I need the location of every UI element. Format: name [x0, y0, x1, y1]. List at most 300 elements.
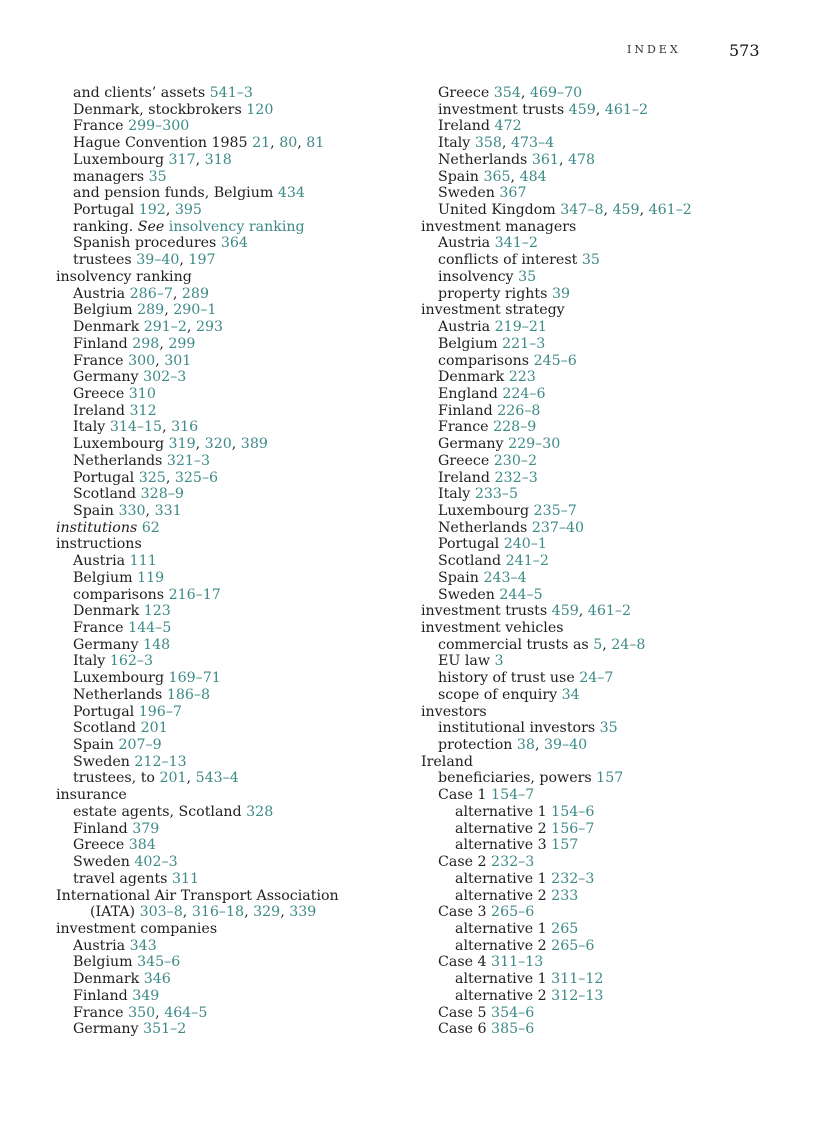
entry-text: Ireland: [421, 753, 473, 770]
page-reference-link[interactable]: 341–2: [494, 235, 538, 252]
entry-text: Sweden: [73, 854, 135, 871]
index-subentry: [56, 737, 416, 754]
page-reference-link[interactable]: 120: [246, 101, 274, 118]
entry-text: ,: [578, 603, 588, 620]
page-reference-link[interactable]: 299: [168, 335, 196, 352]
entry-text: investment strategy: [421, 302, 565, 319]
index-subentry: [421, 971, 781, 988]
index-continuation: [56, 904, 416, 921]
index-subentry: [56, 587, 416, 604]
index-subentry: [421, 353, 781, 370]
index-subentry: [421, 888, 781, 905]
entry-text: Germany: [73, 1021, 144, 1038]
page-reference-link[interactable]: 459: [568, 101, 596, 118]
entry-text: alternative 2: [455, 887, 552, 904]
index-subentry: [56, 286, 416, 303]
index-subentry: [421, 135, 781, 152]
entry-text: Luxembourg: [73, 151, 169, 168]
page-reference-link[interactable]: 289: [181, 285, 209, 302]
index-subentry: [421, 520, 781, 537]
page-reference-link[interactable]: 329: [253, 904, 281, 921]
index-subentry: [421, 419, 781, 436]
page-reference-link[interactable]: 328–9: [140, 486, 184, 503]
entry-text: Portugal: [73, 202, 139, 219]
page-reference-link[interactable]: 62: [141, 519, 160, 536]
page-reference-link[interactable]: 459: [551, 603, 579, 620]
page-reference-link[interactable]: 265–6: [551, 937, 595, 954]
index-heading: [421, 603, 781, 620]
entry-text: Ireland: [438, 469, 495, 486]
running-head-label: INDEX: [627, 43, 681, 56]
entry-text: ,: [195, 436, 205, 453]
entry-text: Case 2: [438, 854, 492, 871]
index-subentry: [56, 235, 416, 252]
page-reference-link[interactable]: 311: [171, 870, 200, 887]
index-subentry: [56, 419, 416, 436]
index-subentry: [56, 570, 416, 587]
page-reference-link[interactable]: 298: [132, 335, 160, 352]
index-subentry: [56, 386, 416, 403]
entry-text: Sweden: [438, 586, 500, 603]
page-reference-link[interactable]: 80: [279, 135, 298, 152]
page-reference-link[interactable]: 316: [171, 419, 199, 436]
page-reference-link[interactable]: 389: [240, 436, 268, 453]
page-reference-link[interactable]: 241–2: [505, 553, 549, 570]
entry-text: ,: [155, 352, 165, 369]
entry-text: ,: [186, 770, 196, 787]
page-reference-link[interactable]: 240–1: [503, 536, 547, 553]
entry-text: alternative 2: [455, 987, 552, 1004]
page-reference-link[interactable]: 331: [154, 502, 182, 519]
index-subentry: [56, 169, 416, 186]
index-subentry: [421, 938, 781, 955]
page-reference-link[interactable]: 162–3: [109, 653, 154, 670]
page-reference-link[interactable]: 34: [561, 686, 580, 703]
entry-text: ,: [595, 101, 605, 118]
page-reference-link[interactable]: 243–4: [483, 569, 527, 586]
entry-text: France: [73, 620, 129, 636]
index-subentry: [56, 971, 416, 988]
page-reference-link[interactable]: 330: [118, 502, 146, 519]
page-reference-link[interactable]: 311–13: [491, 954, 544, 971]
page-reference-link[interactable]: 346: [143, 971, 171, 988]
page-reference-link[interactable]: 385–6: [491, 1021, 535, 1038]
page-reference-link[interactable]: 192: [138, 202, 166, 219]
index-subentry: [56, 252, 416, 269]
entry-text: Austria: [438, 319, 495, 336]
index-subentry: [56, 754, 416, 771]
page-reference-link[interactable]: 379: [132, 820, 160, 837]
page-reference-link[interactable]: 196–7: [138, 703, 182, 720]
page-reference-link[interactable]: 221–3: [502, 335, 546, 352]
index-subentry: [421, 871, 781, 888]
page-reference-link[interactable]: 484: [519, 168, 547, 185]
entry-text: Austria: [73, 285, 130, 302]
page-reference-link[interactable]: 339: [289, 904, 317, 921]
index-heading: [56, 921, 416, 938]
index-subentry: [421, 118, 781, 135]
page-reference-link[interactable]: 5: [593, 636, 603, 653]
index-subentry: [421, 587, 781, 604]
entry-text: Spain: [73, 502, 119, 519]
entry-text: beneficiaries, powers: [438, 770, 597, 787]
entry-text: ,: [603, 202, 613, 219]
page-reference-link[interactable]: 349: [132, 987, 160, 1004]
page-reference-link[interactable]: 325: [138, 469, 166, 486]
page-reference-link[interactable]: 311–12: [551, 971, 604, 988]
page-reference-link[interactable]: 228–9: [493, 419, 537, 436]
entry-text: ,: [244, 904, 254, 921]
page-reference-link[interactable]: 24–7: [579, 670, 614, 687]
entry-text: ,: [155, 1004, 165, 1021]
entry-text: insolvency ranking: [56, 268, 192, 285]
page-reference-link[interactable]: 302–3: [143, 369, 187, 386]
page-reference-link[interactable]: 320: [204, 436, 232, 453]
index-subentry: [421, 720, 781, 737]
page-reference-link[interactable]: 310: [128, 385, 156, 402]
page-reference-link[interactable]: 293: [195, 319, 224, 336]
entry-text: ,: [501, 135, 511, 152]
entry-text: ,: [534, 737, 544, 754]
entry-text: ,: [602, 636, 612, 653]
page-reference-link[interactable]: 207–9: [118, 737, 162, 754]
entry-text: and clients’ assets: [73, 85, 210, 101]
page-reference-link[interactable]: 351–2: [143, 1021, 187, 1038]
index-heading: [56, 888, 416, 905]
page-reference-link[interactable]: 232–3: [551, 870, 595, 887]
entry-text: ,: [270, 135, 280, 152]
page-reference-link[interactable]: 111: [129, 553, 157, 570]
index-subentry: [421, 737, 781, 754]
page-reference-link[interactable]: 365: [483, 168, 511, 185]
page-reference-link[interactable]: 384: [128, 837, 156, 854]
index-subentry: [56, 837, 416, 854]
page-reference-link[interactable]: 230–2: [493, 452, 537, 469]
entry-text: Scotland: [73, 486, 141, 503]
entry-text: ,: [195, 151, 205, 168]
page-reference-link[interactable]: 312–13: [551, 987, 604, 1004]
page-reference-link[interactable]: 235–7: [533, 502, 577, 519]
page-reference-link[interactable]: 314–15: [109, 419, 163, 436]
page-reference-link[interactable]: 119: [137, 569, 165, 586]
index-subentry: [421, 386, 781, 403]
page-reference-link[interactable]: 35: [518, 268, 537, 285]
index-subentry: [421, 1005, 781, 1022]
page-reference-link[interactable]: 289: [137, 302, 165, 319]
entry-text: Hague Convention 1985: [73, 135, 253, 152]
page-reference-link[interactable]: 303–8: [139, 904, 183, 921]
index-subentry: [56, 453, 416, 470]
page-reference-link[interactable]: 219–21: [494, 319, 547, 336]
page-reference-link[interactable]: 38: [516, 737, 535, 754]
page-reference-link[interactable]: 148: [143, 636, 171, 653]
index-heading: [421, 302, 781, 319]
entry-text: alternative 2: [455, 820, 552, 837]
index-subentry: [56, 353, 416, 370]
page-reference-link[interactable]: 232–3: [491, 854, 535, 871]
index-subentry: [421, 954, 781, 971]
page-reference-link[interactable]: 461–2: [604, 101, 648, 118]
entry-text: Case 6: [438, 1021, 492, 1038]
index-subentry: [56, 219, 416, 236]
page-reference-link[interactable]: 286–7: [129, 285, 173, 302]
index-subentry: [56, 704, 416, 721]
page-reference-link[interactable]: 318: [204, 151, 232, 168]
entry-text: Germany: [438, 436, 509, 453]
entry-text: ,: [297, 135, 307, 152]
page-reference-link[interactable]: 39–40: [136, 252, 180, 269]
page-reference-link[interactable]: 543–4: [195, 770, 239, 787]
index-subentry: [56, 336, 416, 353]
page-reference-link[interactable]: 186–8: [166, 686, 211, 703]
entry-text: protection: [438, 737, 517, 754]
entry-text: investment managers: [421, 218, 577, 235]
index-subentry: [421, 470, 781, 487]
page-reference-link[interactable]: 464–5: [164, 1004, 208, 1021]
entry-text: France: [73, 352, 129, 369]
page-reference-link[interactable]: 39: [551, 285, 570, 302]
page-reference-link[interactable]: 201: [140, 720, 168, 737]
index-subentry: [421, 804, 781, 821]
page-reference-link[interactable]: 291–2: [143, 319, 187, 336]
index-subentry: [421, 904, 781, 921]
page-reference-link[interactable]: 469–70: [529, 85, 583, 101]
index-subentry: [421, 202, 781, 219]
entry-text: United Kingdom: [438, 202, 561, 219]
page-reference-link[interactable]: 478: [567, 151, 596, 168]
page-reference-link[interactable]: 541–3: [209, 85, 253, 101]
entry-text: investment trusts: [438, 101, 569, 118]
index-subentry: [56, 486, 416, 503]
page-reference-link[interactable]: 354: [493, 85, 521, 101]
entry-text: Luxembourg: [73, 436, 169, 453]
entry-text: Belgium: [73, 569, 138, 586]
page-reference-link[interactable]: 290–1: [173, 302, 217, 319]
page-reference-link[interactable]: 201: [159, 770, 187, 787]
index-subentry: [421, 687, 781, 704]
page-number: 573: [729, 41, 760, 60]
entry-text: ,: [164, 302, 174, 319]
page-reference-link[interactable]: 156–7: [551, 820, 595, 837]
page-reference-link[interactable]: 319: [168, 436, 196, 453]
index-heading: [56, 269, 416, 286]
page-reference-link[interactable]: 473–4: [510, 135, 555, 152]
page-reference-link[interactable]: 301: [164, 352, 192, 369]
page-reference-link[interactable]: 317: [168, 151, 196, 168]
page-reference-link[interactable]: 229–30: [508, 436, 561, 453]
page-reference-link[interactable]: 237–40: [531, 519, 585, 536]
index-subentry: [421, 269, 781, 286]
page-reference-link[interactable]: 169–71: [168, 670, 221, 687]
entry-text: trustees: [73, 252, 137, 269]
entry-text: property rights: [438, 285, 552, 302]
page-reference-link[interactable]: 328: [246, 803, 274, 820]
entry-text: Portugal: [73, 469, 139, 486]
index-subentry: [421, 102, 781, 119]
entry-text: England: [438, 385, 503, 402]
page-reference-link[interactable]: 24–8: [611, 636, 646, 653]
page-reference-link[interactable]: 265–6: [491, 904, 535, 921]
index-subentry: [56, 954, 416, 971]
page-reference-link[interactable]: 157: [596, 770, 624, 787]
index-subentry: [421, 252, 781, 269]
page-reference-link[interactable]: insolvency ranking: [168, 218, 305, 235]
entry-text: investment vehicles: [421, 620, 564, 636]
entry-text: scope of enquiry: [438, 686, 562, 703]
entry-text: Denmark: [438, 369, 509, 386]
page-reference-link[interactable]: 21: [252, 135, 271, 152]
entry-text: alternative 1: [455, 920, 552, 937]
entry-text: Greece: [73, 837, 129, 854]
italic-text: See: [137, 218, 165, 235]
entry-text: commercial trusts as: [438, 636, 594, 653]
index-subentry: [421, 286, 781, 303]
entry-text: EU law: [438, 653, 495, 670]
index-subentry: [56, 118, 416, 135]
entry-text: institutional investors: [438, 720, 600, 737]
page-reference-link[interactable]: 226–8: [497, 402, 541, 419]
page-reference-link[interactable]: 321–3: [166, 452, 211, 469]
page-reference-link[interactable]: 35: [599, 720, 618, 737]
page-reference-link[interactable]: 300: [128, 352, 156, 369]
page-reference-link[interactable]: 216–17: [168, 586, 221, 603]
page-reference-link[interactable]: 39–40: [543, 737, 588, 754]
page-reference-link[interactable]: 154–7: [491, 787, 535, 804]
entry-text: comparisons: [73, 586, 169, 603]
entry-text: Case 3: [438, 904, 492, 921]
page-reference-link[interactable]: 434: [277, 185, 305, 202]
page-reference-link[interactable]: 35: [581, 252, 600, 269]
page-reference-link[interactable]: 350: [128, 1004, 156, 1021]
index-subentry: [56, 637, 416, 654]
entry-text: ,: [558, 151, 568, 168]
page-reference-link[interactable]: 459: [612, 202, 640, 219]
page-reference-link[interactable]: 312: [129, 402, 157, 419]
page-reference-link[interactable]: 472: [494, 118, 522, 135]
page-reference-link[interactable]: 358: [474, 135, 502, 152]
entry-text: history of trust use: [438, 670, 580, 687]
index-subentry: [56, 152, 416, 169]
index-subentry: [421, 770, 781, 787]
index-subentry: [421, 436, 781, 453]
entry-text: Italy: [73, 419, 110, 436]
index-subentry: [56, 202, 416, 219]
index-subentry: [56, 1005, 416, 1022]
index-subentry: [421, 235, 781, 252]
page-reference-link[interactable]: 212–13: [134, 753, 187, 770]
entry-text: estate agents, Scotland: [73, 803, 247, 820]
page-reference-link[interactable]: 461–2: [587, 603, 631, 620]
page-reference-link[interactable]: 157: [551, 837, 579, 854]
page-reference-link[interactable]: 154–6: [551, 803, 595, 820]
index-subentry: [421, 486, 781, 503]
entry-text: investment trusts: [421, 603, 552, 620]
page-reference-link[interactable]: 345–6: [137, 954, 181, 971]
entry-text: alternative 1: [455, 971, 552, 988]
page-reference-link[interactable]: 233: [551, 887, 579, 904]
page-reference-link[interactable]: 354–6: [491, 1004, 535, 1021]
page-reference-link[interactable]: 35: [148, 168, 167, 185]
page-reference-link[interactable]: 81: [306, 135, 325, 152]
entry-text: Finland: [73, 987, 133, 1004]
entry-text: ,: [179, 252, 189, 269]
entry-text: investors: [421, 703, 487, 720]
page-reference-link[interactable]: 316–18: [191, 904, 245, 921]
index-subentry: [56, 603, 416, 620]
page-reference-link[interactable]: 144–5: [128, 620, 172, 636]
page-reference-link[interactable]: 244–5: [499, 586, 543, 603]
page-reference-link[interactable]: 364: [220, 235, 248, 252]
index-column-right: [421, 85, 781, 1038]
page-reference-link[interactable]: 402–3: [134, 854, 178, 871]
index-subentry: [56, 436, 416, 453]
index-heading: [56, 787, 416, 804]
entry-text: Denmark, stockbrokers: [73, 101, 247, 118]
page-reference-link[interactable]: 461–2: [648, 202, 692, 219]
entry-text: Spain: [438, 569, 484, 586]
page-reference-link[interactable]: 343: [129, 937, 157, 954]
index-subentry: [421, 369, 781, 386]
page-reference-link[interactable]: 361: [531, 151, 559, 168]
index-heading: [421, 620, 781, 637]
page-reference-link[interactable]: 123: [143, 603, 171, 620]
index-subentry: [56, 620, 416, 637]
page-reference-link[interactable]: 265: [551, 920, 579, 937]
page-reference-link[interactable]: 3: [494, 653, 504, 670]
entry-text: Belgium: [73, 302, 138, 319]
index-subentry: [56, 403, 416, 420]
page-reference-link[interactable]: 233–5: [474, 486, 519, 503]
page-reference-link[interactable]: 299–300: [128, 118, 190, 135]
index-subentry: [56, 821, 416, 838]
index-subentry: [56, 553, 416, 570]
index-heading: [56, 536, 416, 553]
page-reference-link[interactable]: 223: [508, 369, 536, 386]
index-subentry: [421, 854, 781, 871]
entry-text: Scotland: [438, 553, 506, 570]
index-subentry: [421, 403, 781, 420]
entry-text: Greece: [73, 385, 129, 402]
page-reference-link[interactable]: 197: [188, 252, 216, 269]
entry-text: Case 4: [438, 954, 492, 971]
index-subentry: [56, 1021, 416, 1038]
page-reference-link[interactable]: 224–6: [502, 385, 546, 402]
index-subentry: [421, 821, 781, 838]
index-subentry: [421, 837, 781, 854]
page-reference-link[interactable]: 325–6: [174, 469, 219, 486]
entry-text: trustees, to: [73, 770, 160, 787]
entry-text: ,: [162, 419, 172, 436]
index-heading: [421, 219, 781, 236]
index-column-left: [56, 85, 416, 1038]
entry-text: ,: [165, 469, 175, 486]
page-reference-link[interactable]: 347–8: [560, 202, 604, 219]
index-subentry: [421, 988, 781, 1005]
entry-text: insolvency: [438, 268, 519, 285]
entry-text: Denmark: [73, 319, 144, 336]
page-reference-link[interactable]: 367: [499, 185, 527, 202]
entry-text: Germany: [73, 636, 144, 653]
index-subentry: [421, 787, 781, 804]
entry-text: Belgium: [438, 335, 503, 352]
entry-text: ,: [510, 168, 520, 185]
page-reference-link[interactable]: 232–3: [494, 469, 538, 486]
page-reference-link[interactable]: 245–6: [533, 352, 577, 369]
index-subentry: [421, 85, 781, 102]
index-subentry: [56, 470, 416, 487]
page-reference-link[interactable]: 395: [174, 202, 202, 219]
entry-text: Germany: [73, 369, 144, 386]
